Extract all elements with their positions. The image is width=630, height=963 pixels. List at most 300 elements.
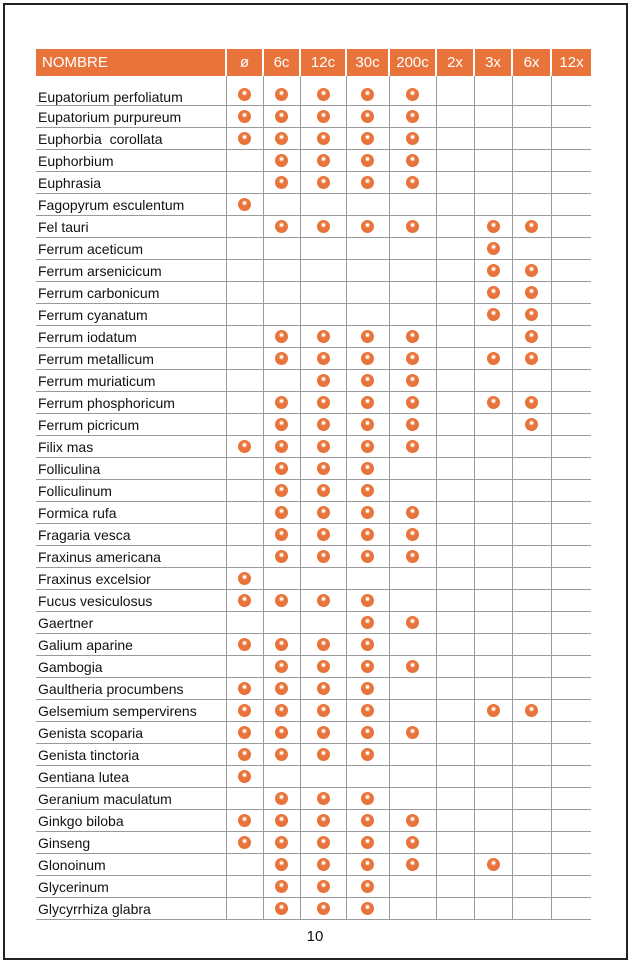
potency-cell <box>389 722 436 744</box>
potency-cell <box>263 612 300 634</box>
potency-cell <box>389 282 436 304</box>
available-dot-icon <box>406 814 419 827</box>
remedy-name: Gelsemium sempervirens <box>36 700 226 722</box>
potency-cell <box>512 832 551 854</box>
potency-cell <box>226 128 263 150</box>
available-dot-icon <box>361 792 374 805</box>
available-dot-icon <box>317 550 330 563</box>
available-dot-icon <box>406 528 419 541</box>
remedy-name: Euphorbia corollata <box>36 128 226 150</box>
available-dot-icon <box>406 352 419 365</box>
potency-cell <box>346 788 389 810</box>
remedy-name: Fraxinus excelsior <box>36 568 226 590</box>
potency-cell <box>300 546 346 568</box>
potency-cell <box>389 546 436 568</box>
potency-cell <box>346 502 389 524</box>
available-dot-icon <box>275 418 288 431</box>
potency-cell <box>389 172 436 194</box>
potency-cell <box>389 788 436 810</box>
available-dot-icon <box>361 550 374 563</box>
potency-cell <box>474 436 512 458</box>
potency-cell <box>300 238 346 260</box>
available-dot-icon <box>317 506 330 519</box>
table-row <box>36 700 591 722</box>
potency-cell <box>263 810 300 832</box>
potency-cell <box>436 744 474 766</box>
available-dot-icon <box>406 440 419 453</box>
potency-cell <box>389 260 436 282</box>
available-dot-icon <box>275 220 288 233</box>
column-header: 6c <box>263 49 300 76</box>
potency-cell <box>551 436 591 458</box>
potency-cell <box>474 722 512 744</box>
potency-cell <box>226 326 263 348</box>
table-row <box>36 172 591 194</box>
potency-cell <box>300 348 346 370</box>
remedy-name: Formica rufa <box>36 502 226 524</box>
available-dot-icon <box>406 154 419 167</box>
potency-cell <box>389 502 436 524</box>
potency-cell <box>551 876 591 898</box>
potency-cell <box>551 260 591 282</box>
potency-cell <box>226 612 263 634</box>
table-row <box>36 260 591 282</box>
column-header: ø <box>226 49 263 76</box>
table-body <box>36 76 591 920</box>
potency-cell <box>263 172 300 194</box>
potency-cell <box>300 656 346 678</box>
potency-cell <box>226 744 263 766</box>
potency-cell <box>300 634 346 656</box>
potency-cell <box>551 854 591 876</box>
potency-cell <box>551 194 591 216</box>
available-dot-icon <box>487 264 500 277</box>
table-row <box>36 370 591 392</box>
available-dot-icon <box>317 858 330 871</box>
potency-cell <box>226 370 263 392</box>
potency-cell <box>346 612 389 634</box>
potency-cell <box>346 810 389 832</box>
table-row <box>36 128 591 150</box>
available-dot-icon <box>361 528 374 541</box>
available-dot-icon <box>275 440 288 453</box>
available-dot-icon <box>406 660 419 673</box>
potency-cell <box>263 392 300 414</box>
potency-cell <box>551 810 591 832</box>
available-dot-icon <box>361 660 374 673</box>
available-dot-icon <box>275 682 288 695</box>
potency-cell <box>346 282 389 304</box>
potency-cell <box>389 700 436 722</box>
remedy-name: Folliculinum <box>36 480 226 502</box>
column-header-name: NOMBRE <box>36 49 226 76</box>
potency-cell <box>226 216 263 238</box>
potency-cell <box>226 414 263 436</box>
potency-cell <box>551 392 591 414</box>
potency-cell <box>551 788 591 810</box>
table-row <box>36 106 591 128</box>
potency-cell <box>474 414 512 436</box>
potency-cell <box>300 502 346 524</box>
potency-cell <box>474 260 512 282</box>
available-dot-icon <box>238 440 251 453</box>
potency-cell <box>346 76 389 106</box>
potency-cell <box>263 700 300 722</box>
available-dot-icon <box>275 814 288 827</box>
table-row <box>36 898 591 920</box>
potency-cell <box>346 370 389 392</box>
potency-cell <box>474 744 512 766</box>
potency-cell <box>346 172 389 194</box>
potency-cell <box>300 766 346 788</box>
potency-cell <box>263 348 300 370</box>
potency-cell <box>346 568 389 590</box>
potency-cell <box>474 590 512 612</box>
available-dot-icon <box>487 308 500 321</box>
potency-cell <box>389 744 436 766</box>
potency-cell <box>512 502 551 524</box>
potency-cell <box>512 106 551 128</box>
potency-cell <box>346 150 389 172</box>
remedy-name: Gaertner <box>36 612 226 634</box>
potency-cell <box>474 370 512 392</box>
potency-cell <box>346 744 389 766</box>
available-dot-icon <box>406 132 419 145</box>
potency-cell <box>263 744 300 766</box>
potency-cell <box>263 678 300 700</box>
available-dot-icon <box>317 374 330 387</box>
remedy-name: Ferrum picricum <box>36 414 226 436</box>
potency-cell <box>389 854 436 876</box>
potency-cell <box>346 854 389 876</box>
available-dot-icon <box>406 176 419 189</box>
potency-cell <box>300 150 346 172</box>
potency-cell <box>436 326 474 348</box>
available-dot-icon <box>275 748 288 761</box>
potency-cell <box>551 458 591 480</box>
available-dot-icon <box>361 814 374 827</box>
available-dot-icon <box>361 484 374 497</box>
potency-cell <box>346 216 389 238</box>
potency-cell <box>436 524 474 546</box>
potency-cell <box>300 788 346 810</box>
available-dot-icon <box>406 726 419 739</box>
available-dot-icon <box>406 616 419 629</box>
available-dot-icon <box>406 374 419 387</box>
potency-cell <box>551 326 591 348</box>
available-dot-icon <box>361 374 374 387</box>
available-dot-icon <box>275 836 288 849</box>
potency-cell <box>551 568 591 590</box>
available-dot-icon <box>317 176 330 189</box>
potency-cell <box>474 480 512 502</box>
potency-cell <box>389 832 436 854</box>
available-dot-icon <box>406 550 419 563</box>
potency-cell <box>474 876 512 898</box>
available-dot-icon <box>406 418 419 431</box>
potency-cell <box>300 876 346 898</box>
available-dot-icon <box>317 154 330 167</box>
potency-cell <box>512 656 551 678</box>
available-dot-icon <box>275 352 288 365</box>
available-dot-icon <box>361 616 374 629</box>
potency-cell <box>551 722 591 744</box>
potency-cell <box>436 722 474 744</box>
potency-cell <box>226 678 263 700</box>
potency-cell <box>300 172 346 194</box>
potency-cell <box>512 326 551 348</box>
potency-cell <box>512 590 551 612</box>
potency-cell <box>300 106 346 128</box>
potency-cell <box>263 898 300 920</box>
available-dot-icon <box>317 418 330 431</box>
potency-cell <box>263 480 300 502</box>
potency-cell <box>300 568 346 590</box>
potency-cell <box>263 194 300 216</box>
potency-cell <box>474 76 512 106</box>
table-row <box>36 392 591 414</box>
potency-cell <box>263 76 300 106</box>
potency-cell <box>263 304 300 326</box>
potency-cell <box>389 76 436 106</box>
available-dot-icon <box>406 330 419 343</box>
potency-cell <box>474 238 512 260</box>
available-dot-icon <box>238 836 251 849</box>
potency-cell <box>263 722 300 744</box>
remedy-name: Ferrum cyanatum <box>36 304 226 326</box>
potency-cell <box>389 348 436 370</box>
available-dot-icon <box>317 528 330 541</box>
remedy-name: Ferrum arsenicicum <box>36 260 226 282</box>
available-dot-icon <box>317 132 330 145</box>
potency-cell <box>474 128 512 150</box>
potency-cell <box>474 854 512 876</box>
potency-cell <box>512 436 551 458</box>
available-dot-icon <box>406 110 419 123</box>
potency-cell <box>551 898 591 920</box>
potency-cell <box>263 282 300 304</box>
remedy-name: Genista tinctoria <box>36 744 226 766</box>
available-dot-icon <box>317 220 330 233</box>
potency-cell <box>226 700 263 722</box>
remedy-name: Glycyrrhiza glabra <box>36 898 226 920</box>
potency-cell <box>436 788 474 810</box>
potency-cell <box>346 524 389 546</box>
potency-cell <box>551 678 591 700</box>
potency-cell <box>436 876 474 898</box>
remedy-name: Folliculina <box>36 458 226 480</box>
potency-cell <box>512 282 551 304</box>
remedy-name: Gambogia <box>36 656 226 678</box>
available-dot-icon <box>317 110 330 123</box>
available-dot-icon <box>238 770 251 783</box>
potency-cell <box>346 414 389 436</box>
remedy-name: Ferrum phosphoricum <box>36 392 226 414</box>
potency-cell <box>512 392 551 414</box>
available-dot-icon <box>361 220 374 233</box>
column-header: 2x <box>436 49 474 76</box>
available-dot-icon <box>487 858 500 871</box>
potency-cell <box>389 876 436 898</box>
potency-cell <box>346 590 389 612</box>
potency-cell <box>263 634 300 656</box>
potency-cell <box>512 414 551 436</box>
potency-cell <box>300 700 346 722</box>
potency-cell <box>346 700 389 722</box>
available-dot-icon <box>238 198 251 211</box>
potency-cell <box>551 832 591 854</box>
available-dot-icon <box>317 660 330 673</box>
potency-cell <box>226 766 263 788</box>
potency-cell <box>300 414 346 436</box>
potency-cell <box>226 502 263 524</box>
available-dot-icon <box>238 88 251 101</box>
available-dot-icon <box>487 396 500 409</box>
potency-cell <box>300 76 346 106</box>
remedy-name: Fel tauri <box>36 216 226 238</box>
table-row <box>36 480 591 502</box>
potency-cell <box>474 304 512 326</box>
potency-cell <box>389 106 436 128</box>
table-row <box>36 766 591 788</box>
available-dot-icon <box>361 352 374 365</box>
remedy-name: Fucus vesiculosus <box>36 590 226 612</box>
potency-cell <box>436 612 474 634</box>
potency-cell <box>551 370 591 392</box>
potency-cell <box>263 370 300 392</box>
potency-cell <box>474 810 512 832</box>
available-dot-icon <box>275 132 288 145</box>
potency-cell <box>512 766 551 788</box>
available-dot-icon <box>317 638 330 651</box>
potency-cell <box>346 194 389 216</box>
table-row <box>36 502 591 524</box>
potency-cell <box>436 348 474 370</box>
table-row <box>36 546 591 568</box>
available-dot-icon <box>238 132 251 145</box>
available-dot-icon <box>525 286 538 299</box>
potency-cell <box>226 832 263 854</box>
potency-cell <box>389 678 436 700</box>
potency-cell <box>436 898 474 920</box>
potency-cell <box>512 260 551 282</box>
table-row <box>36 568 591 590</box>
potency-cell <box>551 546 591 568</box>
available-dot-icon <box>361 396 374 409</box>
potency-cell <box>263 524 300 546</box>
available-dot-icon <box>406 396 419 409</box>
potency-cell <box>551 304 591 326</box>
potency-cell <box>226 810 263 832</box>
table-row <box>36 876 591 898</box>
potency-cell <box>300 678 346 700</box>
potency-cell <box>300 590 346 612</box>
potency-cell <box>551 480 591 502</box>
available-dot-icon <box>275 110 288 123</box>
available-dot-icon <box>361 418 374 431</box>
potency-cell <box>226 304 263 326</box>
available-dot-icon <box>238 726 251 739</box>
potency-cell <box>474 194 512 216</box>
table-row <box>36 722 591 744</box>
potency-cell <box>300 832 346 854</box>
potency-cell <box>474 656 512 678</box>
table-row <box>36 348 591 370</box>
remedy-name: Ferrum aceticum <box>36 238 226 260</box>
potency-cell <box>226 634 263 656</box>
available-dot-icon <box>317 440 330 453</box>
available-dot-icon <box>361 594 374 607</box>
available-dot-icon <box>525 418 538 431</box>
potency-cell <box>512 546 551 568</box>
table-row <box>36 788 591 810</box>
available-dot-icon <box>317 396 330 409</box>
potency-cell <box>436 260 474 282</box>
potency-cell <box>389 524 436 546</box>
table-row <box>36 326 591 348</box>
potency-cell <box>512 678 551 700</box>
potency-cell <box>263 546 300 568</box>
potency-cell <box>436 194 474 216</box>
remedy-name: Filix mas <box>36 436 226 458</box>
available-dot-icon <box>487 242 500 255</box>
table-row <box>36 304 591 326</box>
potency-cell <box>551 766 591 788</box>
potency-cell <box>263 568 300 590</box>
potency-cell <box>300 722 346 744</box>
table-row <box>36 524 591 546</box>
potency-cell <box>300 458 346 480</box>
remedy-name: Euphorbium <box>36 150 226 172</box>
available-dot-icon <box>525 220 538 233</box>
available-dot-icon <box>317 682 330 695</box>
potency-cell <box>474 700 512 722</box>
available-dot-icon <box>361 638 374 651</box>
available-dot-icon <box>525 396 538 409</box>
potency-cell <box>346 348 389 370</box>
available-dot-icon <box>275 880 288 893</box>
available-dot-icon <box>275 792 288 805</box>
potency-cell <box>226 194 263 216</box>
column-header: 12c <box>300 49 346 76</box>
potency-cell <box>512 304 551 326</box>
potency-cell <box>551 106 591 128</box>
table-row <box>36 678 591 700</box>
potency-cell <box>300 128 346 150</box>
available-dot-icon <box>361 110 374 123</box>
potency-cell <box>300 854 346 876</box>
potency-cell <box>436 216 474 238</box>
potency-cell <box>436 854 474 876</box>
available-dot-icon <box>361 132 374 145</box>
remedy-name: Glycerinum <box>36 876 226 898</box>
potency-cell <box>300 304 346 326</box>
available-dot-icon <box>361 836 374 849</box>
remedy-name: Gentiana lutea <box>36 766 226 788</box>
available-dot-icon <box>275 528 288 541</box>
potency-cell <box>436 832 474 854</box>
potency-cell <box>512 370 551 392</box>
potency-cell <box>226 260 263 282</box>
potency-cell <box>512 128 551 150</box>
potency-cell <box>474 348 512 370</box>
potency-cell <box>551 634 591 656</box>
potency-cell <box>436 568 474 590</box>
potency-cell <box>551 502 591 524</box>
available-dot-icon <box>275 330 288 343</box>
available-dot-icon <box>525 264 538 277</box>
potency-cell <box>389 216 436 238</box>
